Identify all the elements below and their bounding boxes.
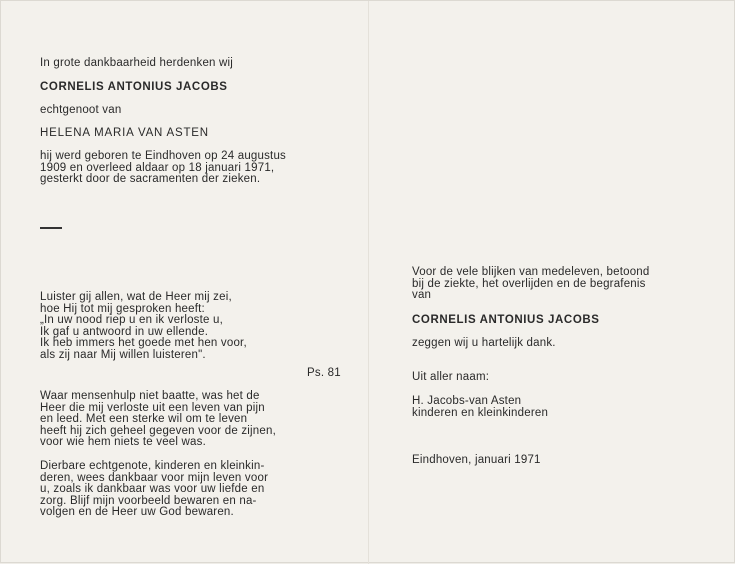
psalm-reference: Ps. 81 xyxy=(307,367,341,379)
help-line: Waar mensenhulp niet baatte, was het de xyxy=(40,390,260,402)
place-date: Eindhoven, januari 1971 xyxy=(412,454,541,466)
farewell-line: u, zoals ik dankbaar was voor uw liefde en xyxy=(40,483,265,496)
spouse-label: echtgenoot van xyxy=(40,104,122,116)
thanks-intro-line: Voor de vele blijken van medeleven, betoond xyxy=(412,266,650,278)
farewell-line: zorg. Blijf mijn voorbeeld bewaren en na- xyxy=(40,494,257,507)
signatory-line: H. Jacobs-van Asten xyxy=(412,395,522,407)
farewell-line: Dierbare echtgenote, kinderen en kleinkin- xyxy=(40,460,265,472)
farewell-line: deren, wees dankbaar voor mijn leven voor xyxy=(40,471,269,484)
signatory-block xyxy=(412,396,548,419)
card-fold xyxy=(368,1,369,564)
farewell-line: volgen en de Heer uw God bewaren. xyxy=(40,506,234,519)
thanks-intro-paragraph xyxy=(412,267,649,302)
signatory-line: kinderen en kleinkinderen xyxy=(412,406,549,419)
psalm-line: hoe Hij tot mij gesproken heeft: xyxy=(40,302,205,315)
thanks-intro-line: van xyxy=(412,289,432,302)
psalm-line: Luister gij allen, wat de Heer mij zei, xyxy=(40,291,232,303)
farewell-paragraph xyxy=(40,461,268,519)
thanks-intro-line: bij de ziekte, het overlijden en de begrafenis xyxy=(412,277,646,290)
psalm-line: Ik heb immers het goede met hen voor, xyxy=(40,337,247,350)
birth-line: hij werd geboren te Eindhoven op 24 augustus xyxy=(40,150,286,162)
help-line: en leed. Met een sterke wil om te leven xyxy=(40,413,248,426)
help-line: heeft hij zich geheel gegeven voor de zijnen, xyxy=(40,424,276,437)
psalm-line: „In uw nood riep u en ik verloste u, xyxy=(40,314,223,327)
psalm-line: Ik gaf u antwoord in uw ellende. xyxy=(40,325,209,338)
birth-line: 1909 en overleed aldaar op 18 januari 1971, xyxy=(40,161,275,174)
help-paragraph xyxy=(40,391,276,449)
help-line: Heer die mij verloste uit een leven van pijn xyxy=(40,401,265,414)
thanks-text: zeggen wij u hartelijk dank. xyxy=(412,337,556,349)
birth-line: gesterkt door de sacramenten der zieken. xyxy=(40,173,261,186)
birth-paragraph xyxy=(40,151,286,186)
spouse-name: HELENA MARIA VAN ASTEN xyxy=(40,127,209,139)
deceased-name: CORNELIS ANTONIUS JACOBS xyxy=(40,81,228,93)
separator-dash xyxy=(40,227,62,229)
psalm-paragraph xyxy=(40,292,247,362)
psalm-line: als zij naar Mij willen luisteren". xyxy=(40,348,206,361)
on-behalf-text: Uit aller naam: xyxy=(412,371,490,383)
help-line: voor wie hem niets te veel was. xyxy=(40,436,206,449)
thanks-deceased-name: CORNELIS ANTONIUS JACOBS xyxy=(412,314,600,326)
intro-text: In grote dankbaarheid herdenken wij xyxy=(40,57,234,69)
